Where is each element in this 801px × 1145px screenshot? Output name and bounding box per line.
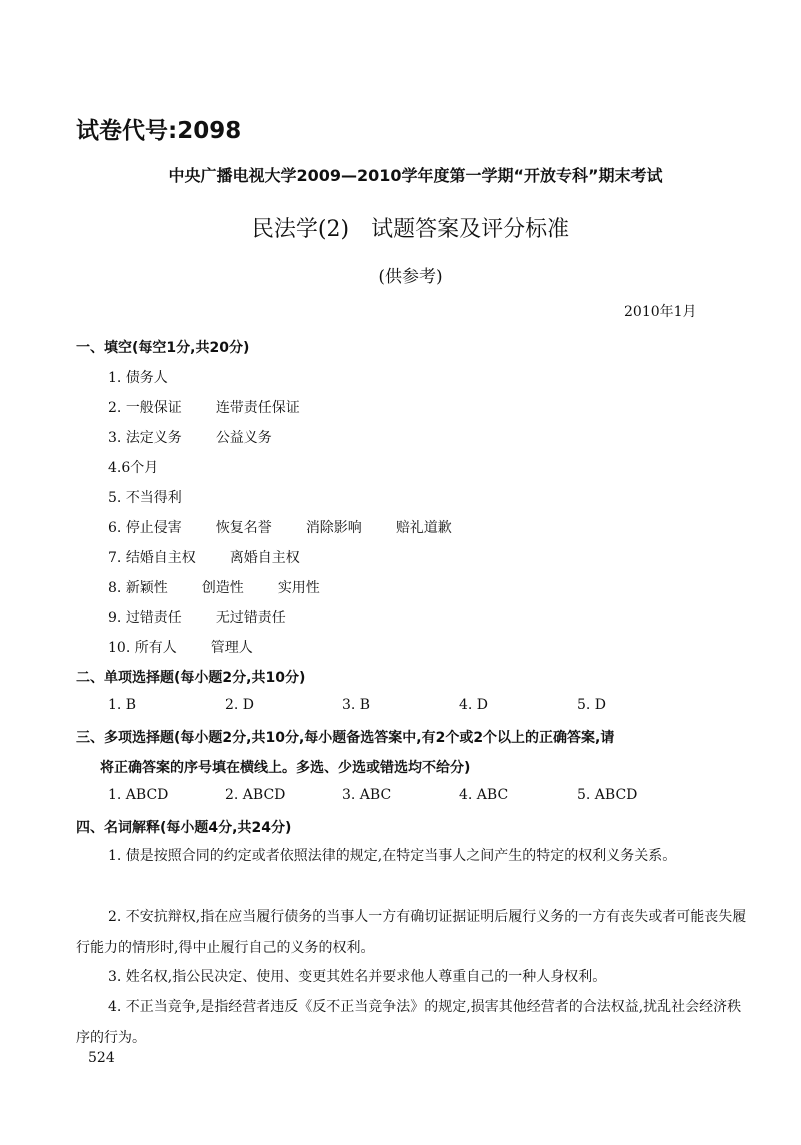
item-answer: 所有人 (134, 640, 177, 656)
definition-paragraph-3: 3. 姓名权,指公民决定、使用、变更其姓名并要求他人尊重自己的一种人身权利。 (108, 969, 607, 985)
item-answer: 债务人 (125, 370, 168, 386)
single-choice-answer-2: 2. D (225, 697, 255, 713)
item-number: 7. (108, 550, 122, 566)
item-number: 6. (108, 520, 122, 536)
multi-choice-answer-3: 3. ABC (342, 787, 392, 803)
fill-item-7 (108, 547, 300, 567)
fill-item-3 (108, 427, 272, 447)
definition-paragraph-1: 1. 债是按照合同的约定或者依照法律的规定,在特定当事人之间产生的特定的权利义务关系。 (108, 848, 677, 864)
item-answer: 恢复名誉 (215, 520, 272, 536)
fill-item-2 (108, 397, 300, 417)
fill-item-9 (108, 607, 286, 627)
item-number: 8. (108, 580, 122, 596)
item-answer: 过错责任 (125, 610, 182, 626)
fill-item-1 (108, 367, 168, 387)
item-answer: 一般保证 (125, 400, 182, 416)
item-answer: 新颖性 (125, 580, 168, 596)
multi-choice-answer-1: 1. ABCD (108, 787, 169, 803)
item-answer: 实用性 (277, 580, 320, 596)
multi-choice-answer-2: 2. ABCD (225, 787, 286, 803)
document-subtitle: (供参考) (378, 267, 443, 287)
document-title: 民法学(2) 试题答案及评分标准 (251, 217, 570, 242)
multi-choice-answer-4: 4. ABC (459, 787, 509, 803)
item-number: 2. (108, 400, 122, 416)
section-3-heading: 三、多项选择题(每小题2分,共10分,每小题备选答案中,有2个或2个以上的正确答案,请 (76, 730, 615, 746)
item-number: 4. (108, 460, 122, 476)
item-answer: 连带责任保证 (215, 400, 300, 416)
item-answer: 停止侵害 (125, 520, 182, 536)
item-number: 10. (108, 640, 131, 656)
item-answer: 不当得利 (125, 490, 182, 506)
single-choice-answer-3: 3. B (342, 697, 371, 713)
university-line: 中央广播电视大学2009—2010学年度第一学期“开放专科”期末考试 (168, 166, 663, 185)
item-answer: 结婚自主权 (125, 550, 196, 566)
fill-item-5 (108, 487, 182, 507)
item-number: 1. (108, 370, 122, 386)
paper-code: 试卷代号:2098 (76, 118, 242, 144)
item-number: 9. (108, 610, 122, 626)
definition-paragraph-2: 2. 不安抗辩权,指在应当履行债务的当事人一方有确切证据证明后履行义务的一方有丧失或者可能丧失履行能力的情形时,得中止履行自己的义务的权利。 (76, 909, 747, 956)
item-answer: 离婚自主权 (229, 550, 300, 566)
item-number: 3. (108, 430, 122, 446)
section-3-heading-continued: 将正确答案的序号填在横线上。多选、少选或错选均不给分) (100, 760, 471, 776)
item-answer: 法定义务 (125, 430, 182, 446)
fill-item-10 (108, 637, 253, 657)
page-number: 524 (88, 1050, 115, 1066)
section-2-heading: 二、单项选择题(每小题2分,共10分) (76, 670, 306, 686)
exam-date: 2010年1月 (624, 304, 697, 320)
item-answer: 管理人 (210, 640, 253, 656)
fill-item-8 (108, 577, 320, 597)
item-answer: 无过错责任 (215, 610, 286, 626)
single-choice-answer-4: 4. D (459, 697, 489, 713)
multi-choice-answer-5: 5. ABCD (577, 787, 638, 803)
definition-paragraph-4: 4. 不正当竞争,是指经营者违反《反不正当竞争法》的规定,损害其他经营者的合法权益,扰乱社会经济秩序的行为。 (76, 999, 742, 1046)
fill-item-6 (108, 517, 452, 537)
section-1-heading: 一、填空(每空1分,共20分) (76, 340, 250, 356)
item-answer: 消除影响 (305, 520, 362, 536)
item-number: 5. (108, 490, 122, 506)
item-answer: 创造性 (201, 580, 244, 596)
item-answer: 公益义务 (215, 430, 272, 446)
fill-item-4 (108, 457, 158, 477)
section-4-heading: 四、名词解释(每小题4分,共24分) (76, 820, 292, 836)
item-answer: 赔礼道歉 (395, 520, 452, 536)
single-choice-answer-1: 1. B (108, 697, 137, 713)
single-choice-answer-5: 5. D (577, 697, 607, 713)
item-answer: 6个月 (121, 460, 159, 476)
